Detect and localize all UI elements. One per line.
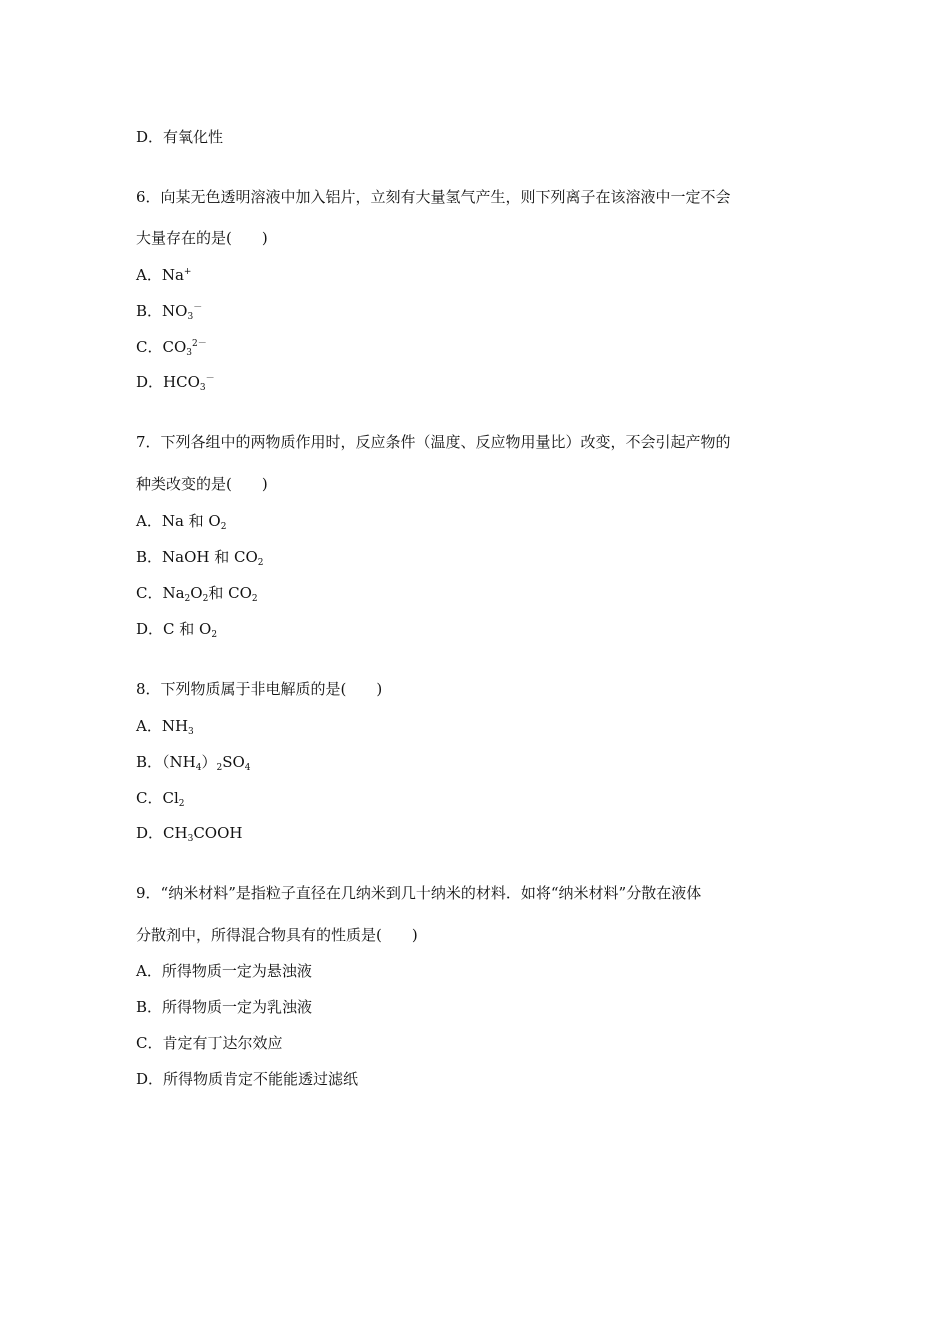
q9-stem-line-1: 9．“纳米材料”是指粒子直径在几纳米到几十纳米的材料．如将“纳米材料”分散在液体 bbox=[136, 884, 702, 902]
q8-option-a: A．$NH_3$ bbox=[136, 717, 194, 737]
q8-option-b: B．$(NH_4)_2SO_4$ bbox=[136, 753, 251, 773]
q6-option-b: B．$NO_3^-$ bbox=[136, 302, 203, 322]
q7-option-c: C．$Na_2O_2$和 $CO_2$ bbox=[136, 584, 258, 604]
q8-stem: 8．下列物质属于非电解质的是( ) bbox=[136, 680, 383, 698]
q6-stem-line-1: 6．向某无色透明溶液中加入铝片，立刻有大量氢气产生，则下列离子在该溶液中一定不会 bbox=[136, 188, 731, 206]
q9-stem-line-2: 分散剂中，所得混合物具有的性质是( ) bbox=[136, 926, 418, 944]
q7-option-a: A．Na 和 $O_2$ bbox=[136, 512, 227, 532]
q6-option-a: A．Na+ bbox=[136, 266, 192, 284]
q9-option-a: A．所得物质一定为悬浊液 bbox=[136, 962, 312, 980]
q7-stem-line-1: 7．下列各组中的两物质作用时，反应条件（温度、反应物用量比）改变，不会引起产物的 bbox=[136, 433, 731, 451]
q9-option-c: C．肯定有丁达尔效应 bbox=[136, 1034, 283, 1052]
q6-stem-line-2: 大量存在的是( ) bbox=[136, 229, 268, 247]
q7-option-b: B．NaOH 和 $CO_2$ bbox=[136, 548, 264, 568]
q9-option-b: B．所得物质一定为乳浊液 bbox=[136, 998, 313, 1016]
q6-option-d: D．$HCO_3^-$ bbox=[136, 373, 215, 393]
q8-option-d: D．$CH_3COOH$ bbox=[136, 824, 243, 844]
q8-option-c: C．$Cl_2$ bbox=[136, 789, 185, 809]
q7-option-d: D．C 和 $O_2$ bbox=[136, 620, 218, 640]
q7-stem-line-2: 种类改变的是( ) bbox=[136, 475, 268, 493]
q9-option-d: D．所得物质肯定不能能透过滤纸 bbox=[136, 1070, 359, 1088]
q5-option-d: D．有氧化性 bbox=[136, 128, 224, 146]
q6-option-c: C．$CO_3^{2-}$ bbox=[136, 338, 207, 358]
